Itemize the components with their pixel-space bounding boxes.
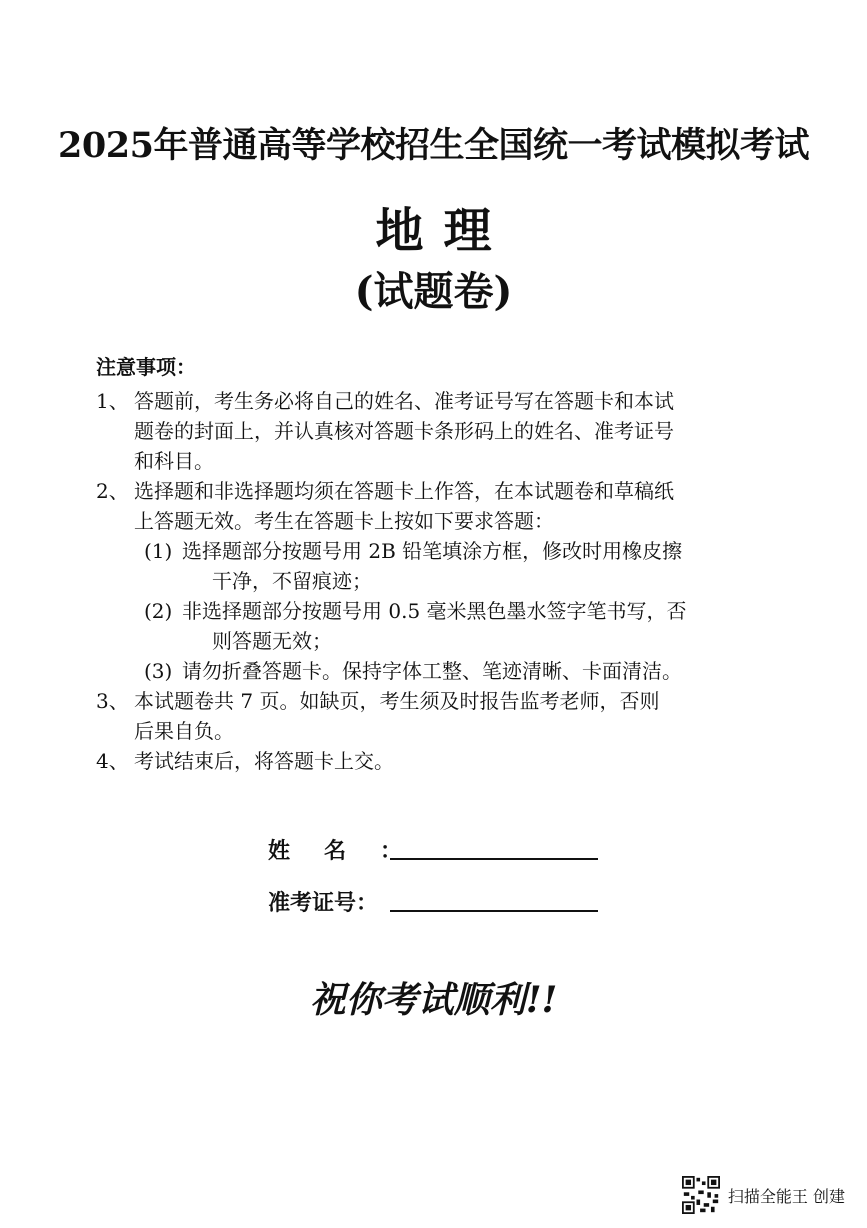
note-line: 题卷的封面上，并认真核对答题卡条形码上的姓名、准考证号 xyxy=(134,419,674,443)
note-subitem-1 xyxy=(134,536,776,596)
note-number: 4、 xyxy=(96,749,129,773)
note-line: 非选择题部分按题号用 0.5 毫米黑色墨水签字笔书写，否 xyxy=(182,599,687,623)
name-blank-line[interactable] xyxy=(390,858,598,860)
scanner-watermark xyxy=(682,1176,845,1214)
note-number: 1、 xyxy=(96,389,129,413)
watermark-text: 扫描全能王 创建 xyxy=(727,1186,845,1206)
note-line: 和科目。 xyxy=(134,449,214,473)
subitem-number: (1) xyxy=(144,539,173,563)
exam-title: 2025年普通高等学校招生全国统一考试模拟考试 xyxy=(58,125,809,166)
note-line: 考试结束后，将答题卡上交。 xyxy=(134,749,394,773)
note-line: 选择题和非选择题均须在答题卡上作答，在本试题卷和草稿纸 xyxy=(134,479,674,503)
note-line: 选择题部分按题号用 2B 铅笔填涂方框，修改时用橡皮擦 xyxy=(182,539,683,563)
note-item-2 xyxy=(96,476,776,536)
subitem-number: (3) xyxy=(144,659,173,683)
note-subitem-3 xyxy=(134,656,776,686)
paper-type: (试题卷) xyxy=(354,268,513,315)
note-item-3 xyxy=(96,686,776,746)
note-line: 请勿折叠答题卡。保持字体工整、笔迹清晰、卡面清洁。 xyxy=(182,659,682,683)
name-label: 姓名： xyxy=(268,838,437,864)
blessing-text: 祝你考试顺利!! xyxy=(309,979,558,1021)
note-line: 干净，不留痕迹； xyxy=(212,569,372,593)
note-line: 本试题卷共 7 页。如缺页，考生须及时报告监考老师，否则 xyxy=(134,689,660,713)
note-item-1 xyxy=(96,386,776,476)
exam-id-field xyxy=(268,886,386,938)
candidate-fields xyxy=(268,834,437,938)
notes-section xyxy=(96,352,776,776)
exam-id-blank-line[interactable] xyxy=(390,910,598,912)
exam-id-label: 准考证号： xyxy=(268,890,379,916)
note-number: 3、 xyxy=(96,689,129,713)
subject-char: 理 xyxy=(443,203,492,259)
note-number: 2、 xyxy=(96,479,129,503)
qr-code-icon xyxy=(682,1176,720,1214)
note-item-4 xyxy=(96,746,776,776)
note-line: 答题前，考生务必将自己的姓名、准考证号写在答题卡和本试 xyxy=(134,389,674,413)
notes-heading: 注意事项： xyxy=(96,355,196,379)
subject-title xyxy=(0,192,867,261)
note-line: 则答题无效； xyxy=(212,629,332,653)
subitem-number: (2) xyxy=(144,599,173,623)
note-line: 上答题无效。考生在答题卡上按如下要求答题： xyxy=(134,509,554,533)
note-subitem-2 xyxy=(134,596,776,656)
note-line: 后果自负。 xyxy=(134,719,234,743)
subject-char: 地 xyxy=(375,203,424,259)
name-field xyxy=(268,834,437,886)
